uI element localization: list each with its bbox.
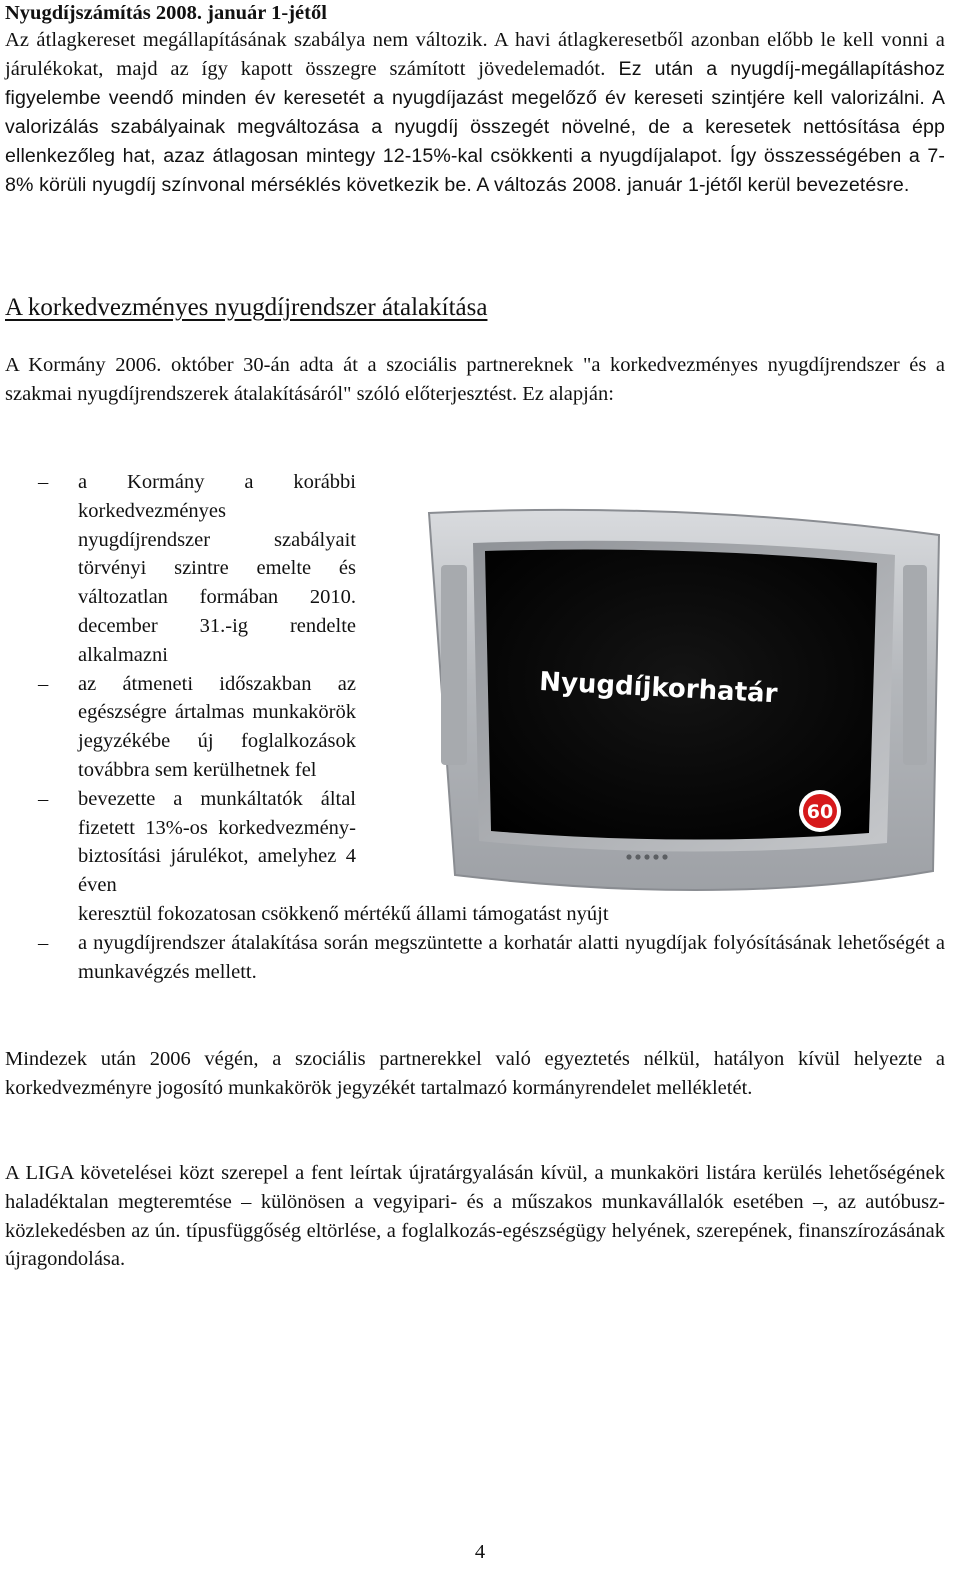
dash-bullet: – (38, 931, 49, 954)
section-body-part2: Ez után a nyugdíj-megállapításhoz figyelembe veendő minden év keresetét a nyugdíjazást megelőző év kereseti szintjére kell valorizálni. A valorizálás szabályainak megváltozása a nyugdíj összegét növelné, de a keresetek nettósítása épp ellenkezőleg hat, azaz átlagosan mintegy 12-15%-kal csökkenti a nyugdíjalapot. Így összességében a 7-8% körüli nyugdíj színvonal mérséklés következik be. A változás 2008. január 1-jétől kerül bevezetésre. (5, 57, 945, 196)
speaker-left (441, 565, 467, 765)
dash-bullet: – (38, 471, 49, 493)
badge-text: 60 (806, 801, 834, 823)
section-title: Nyugdíjszámítás 2008. január 1-jétől (5, 2, 327, 24)
list-item-text: a nyugdíjrendszer átalakítása során megszüntette a korhatár alatti nyugdíjak folyósításának lehetőségét a munkavégzés mellett. (78, 931, 945, 983)
list-item-text-continued: keresztül fokozatosan csökkenő mértékű állami támogatást nyújt (78, 902, 609, 925)
document-page (5, 0, 945, 1271)
age-badge (799, 790, 841, 832)
intro-paragraph: A Kormány 2006. október 30-án adta át a szociális partnereknek "a korkedvezményes nyugdíjrendszer és a szakmai nyugdíjrendszerek átalakításáról" szóló előterjesztést. Ez alapján: (5, 354, 945, 405)
page-number: 4 (474, 1541, 486, 1563)
list-item-text: bevezette a munkáltatók által fizetett 13%-os korkedvezmény-biztosítási járulékot, amelyhez 4 éven (78, 787, 356, 897)
section-heading: A korkedvezményes nyugdíjrendszer átalakítása (5, 294, 488, 321)
speaker-right (903, 565, 927, 765)
screen-text: Nyugdíjkorhatár (538, 666, 779, 710)
section-nyugdijszamitas (5, 0, 945, 199)
section-body-part1: Az átlagkereset megállapításának szabálya nem változik. A havi átlagkeresetből azonban előbb le kell vonni a járulékokat, majd az így kapott összegre számított jövedelemadót. (5, 29, 945, 80)
list-item-text: a Kormány a korábbi korkedvezményes nyugdíjrendszer szabályait törvényi szintre emelte és változatlan formában 2010. december 31.-ig rendelte alkalmazni (78, 471, 356, 666)
list-item (5, 929, 945, 987)
tv-illustration (425, 505, 945, 897)
dash-bullet: – (38, 787, 49, 810)
paragraph: Mindezek után 2006 végén, a szociális partnerekkel való egyeztetés nélkül, hatályon kívül helyezte a korkedvezményre jogosító munkakörök jegyzékét tartalmazó kormányrendelet mellékletét. (5, 1048, 945, 1099)
dash-bullet: – (38, 672, 49, 695)
tv-icon (425, 505, 945, 897)
section-body (5, 26, 945, 199)
list-item-text: az átmeneti időszakban az egészségre ártalmas munkakörök jegyzékébe új foglalkozások továbbra sem kerülhetnek fel (78, 672, 356, 781)
paragraph: A LIGA követelései közt szerepel a fent leírtak újratárgyalásán kívül, a munkaköri listára kerülés lehetőségének haladéktalan megteremtése – különösen a vegyipari- és a műszakos munkavállalók esetében –, az autóbusz-közlekedésben az ún. típusfüggőség eltörlése, a foglalkozás-egészségügy helyének, szerepének, finanszírozásának újragondolása. (5, 1162, 945, 1271)
